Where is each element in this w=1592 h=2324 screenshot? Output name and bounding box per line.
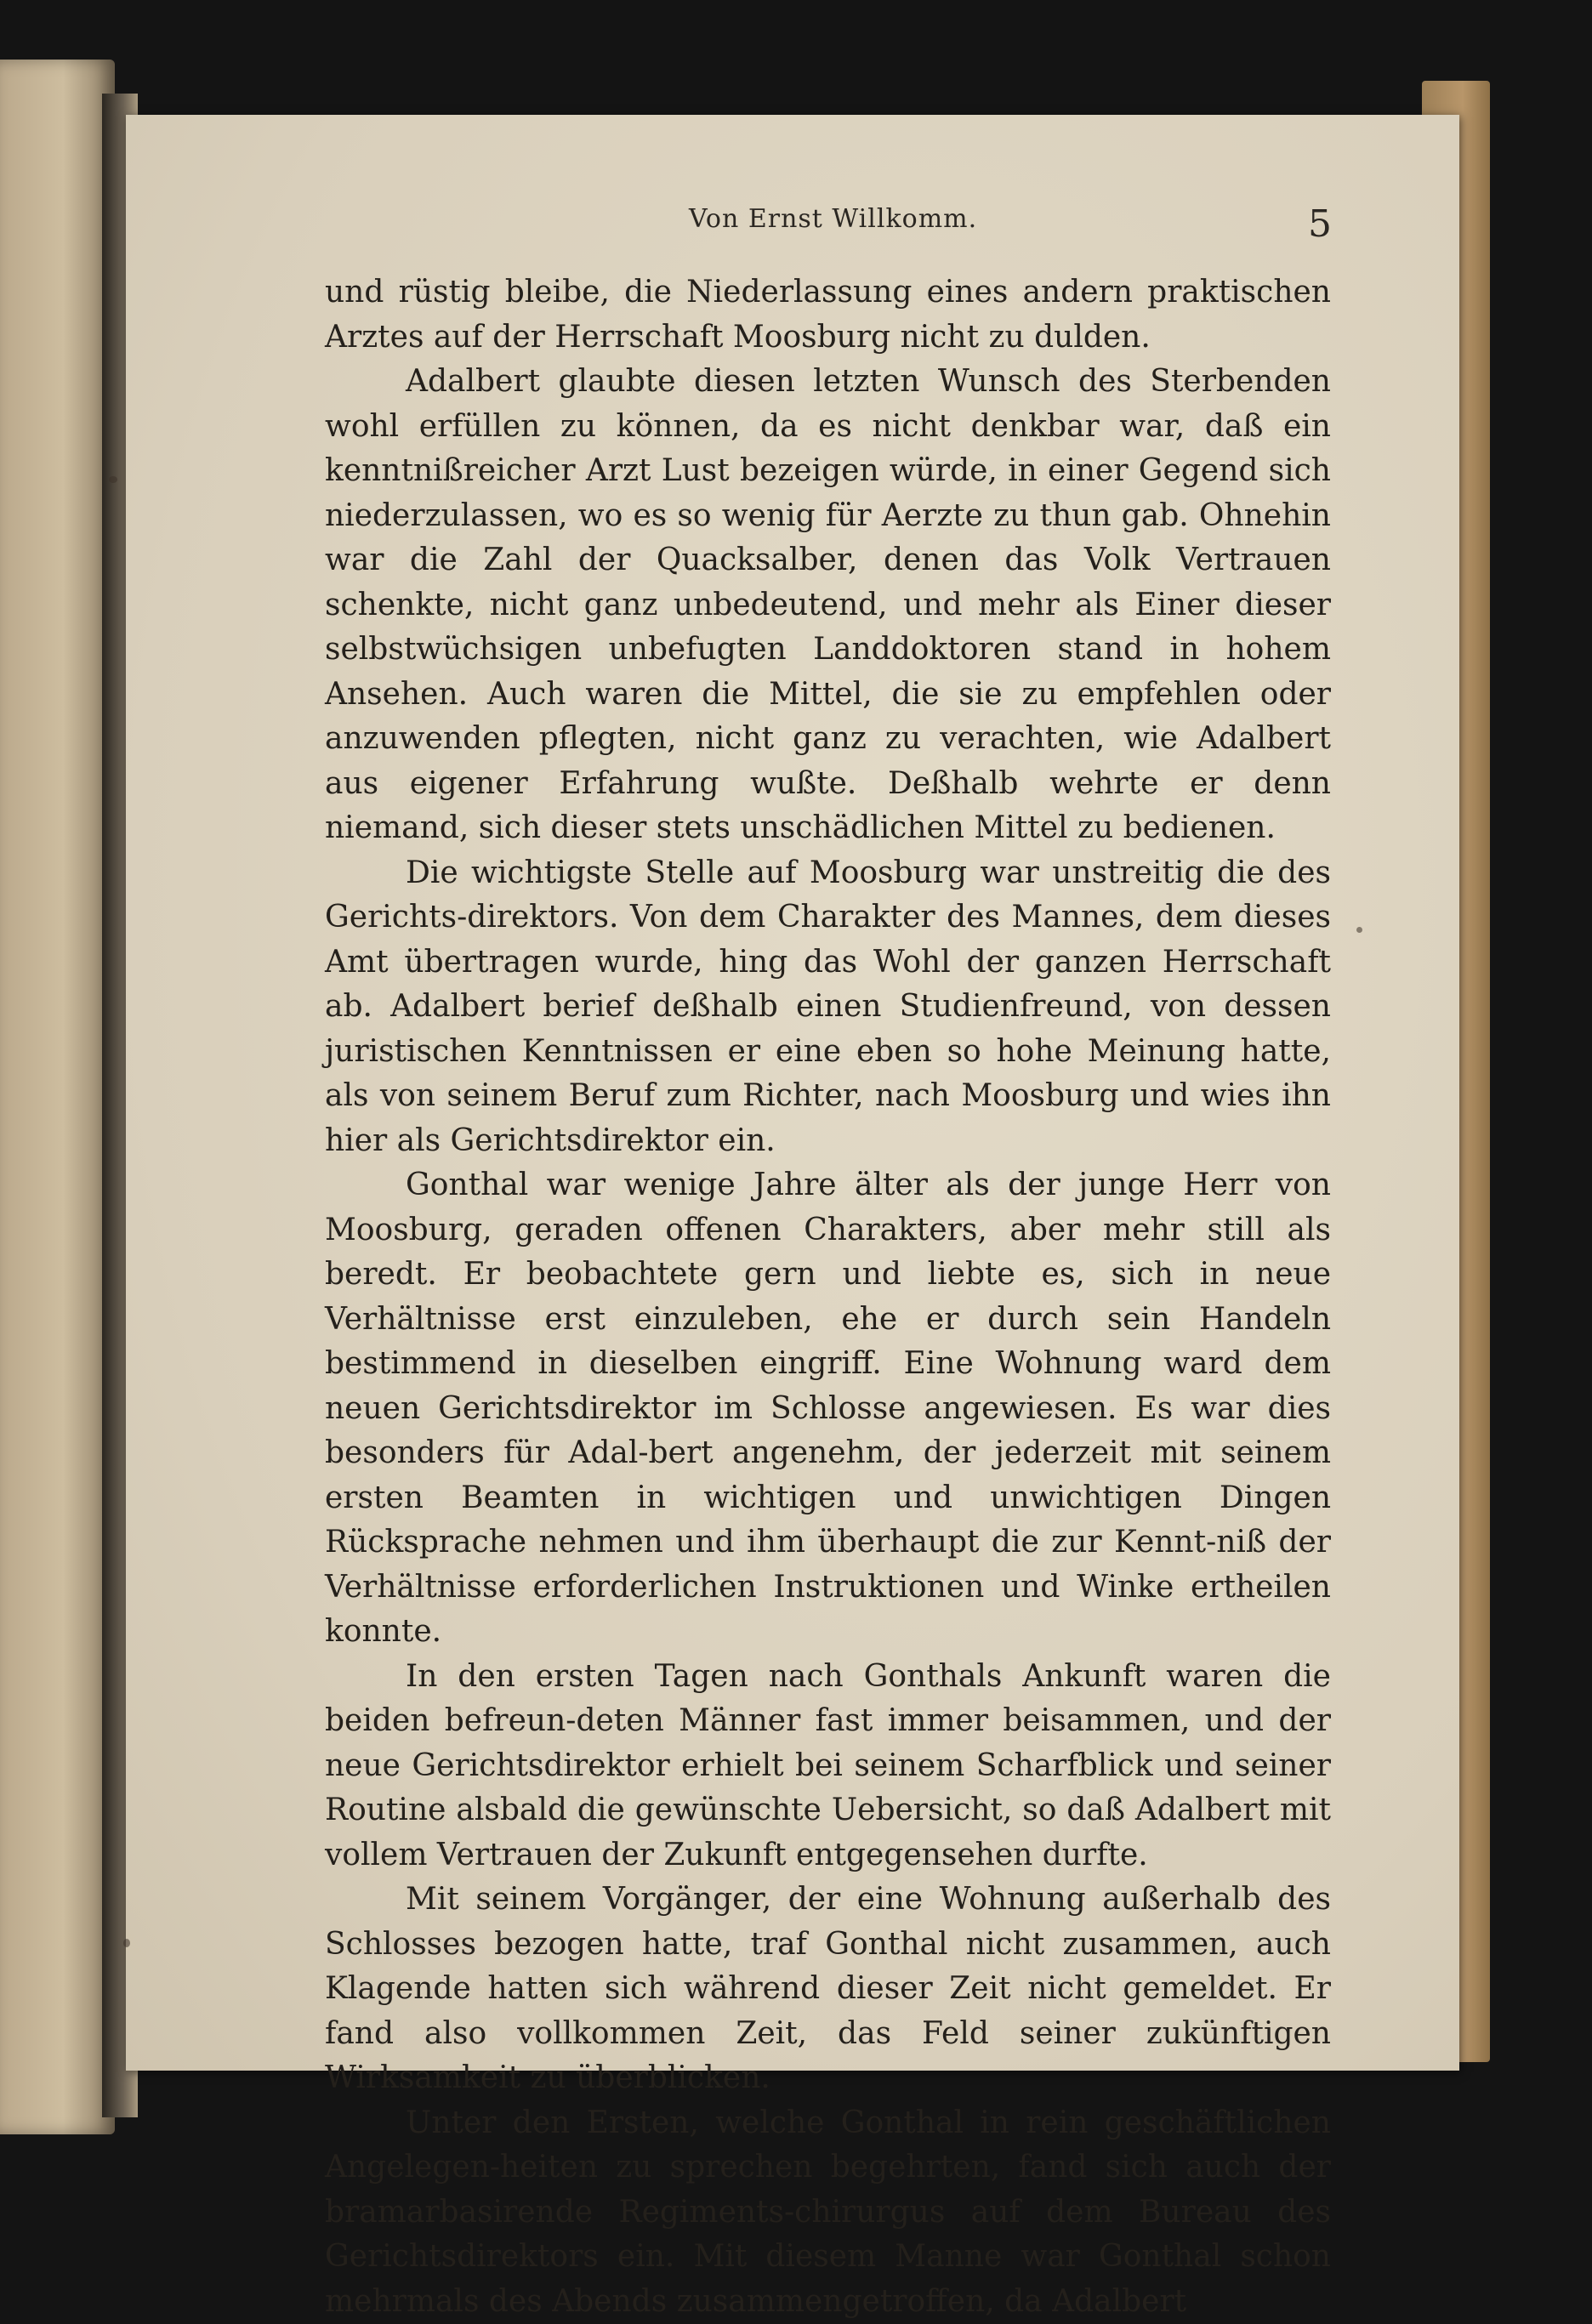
paragraph: Gonthal war wenige Jahre älter als der junge Herr von Moosburg, geraden offenen Charakters, aber mehr still als beredt. Er beobachtete gern und liebte es, sich in neue Verhältnisse erst einzuleben, ehe er durch sein Handeln bestimmend in dieselben eingriff. Eine Wohnung ward dem neuen Gerichtsdirektor im Schlosse angewiesen. Es war dies besonders für Adal-bert angenehm, der jederzeit mit seinem ersten Beamten in wichtigen und unwichtigen Dingen Rücksprache nehmen und ihm überhaupt die zur Kennt-niß der Verhältnisse erforderlichen Instruktionen und Winke ertheilen konnte. [325,1163,1331,1655]
paragraph: und rüstig bleibe, die Niederlassung eines andern praktischen Arztes auf der Herrschaft Moosburg nicht zu dulden. [325,270,1331,360]
paragraph: In den ersten Tagen nach Gonthals Ankunft waren die beiden befreun-deten Männer fast immer beisammen, und der neue Gerichtsdirektor erhielt bei seinem Scharfblick und seiner Routine alsbald die gewünschte Uebersicht, so daß Adalbert mit vollem Vertrauen der Zukunft entgegensehen durfte. [325,1655,1331,1878]
paragraph: Die wichtigste Stelle auf Moosburg war unstreitig die des Gerichts-direktors. Von dem Charakter des Mannes, dem dieses Amt übertragen wurde, hing das Wohl der ganzen Herrschaft ab. Adalbert berief deßhalb einen Studienfreund, von dessen juristischen Kenntnissen er eine eben so hohe Meinung hatte, als von seinem Beruf zum Richter, nach Moosburg und wies ihn hier als Gerichtsdirektor ein. [325,851,1331,1164]
paper-speck [109,476,117,483]
body-text [325,270,1331,2324]
facing-page-edge [0,60,115,2134]
running-title: Von Ernst Willkomm. [689,204,977,234]
page-number: 5 [1308,202,1332,246]
paragraph: Mit seinem Vorgänger, der eine Wohnung außerhalb des Schlosses bezogen hatte, traf Gonthal nicht zusammen, auch Klagende hatten sich während dieser Zeit nicht gemeldet. Er fand also vollkommen Zeit, das Feld seiner zukünftigen Wirksamkeit zu überblicken. [325,1878,1331,2101]
paper-speck [1356,927,1362,933]
paper-speck [123,1939,130,1947]
paragraph: Adalbert glaubte diesen letzten Wunsch des Sterbenden wohl erfüllen zu können, da es nicht denkbar war, daß ein kenntnißreicher Arzt Lust bezeigen würde, in einer Gegend sich niederzulassen, wo es so wenig für Aerzte zu thun gab. Ohnehin war die Zahl der Quacksalber, denen das Volk Vertrauen schenkte, nicht ganz unbedeutend, und mehr als Einer dieser selbstwüchsigen unbefugten Landdoktoren stand in hohem Ansehen. Auch waren die Mittel, die sie zu empfehlen oder anzuwenden pflegten, nicht ganz zu verachten, wie Adalbert aus eigener Erfahrung wußte. Deßhalb wehrte er denn niemand, sich dieser stets unschädlichen Mittel zu bedienen. [325,360,1331,851]
paragraph: Unter den Ersten, welche Gonthal in rein geschäftlichen Angelegen-heiten zu sprechen begehrten, fand sich auch der bramarbasirende Regiments-chirurgus auf dem Bureau des Gerichtsdirektors ein. Mit diesem Manne war Gonthal schon mehrmals des Abends zusammengetroffen, da Adalbert [325,2101,1331,2324]
